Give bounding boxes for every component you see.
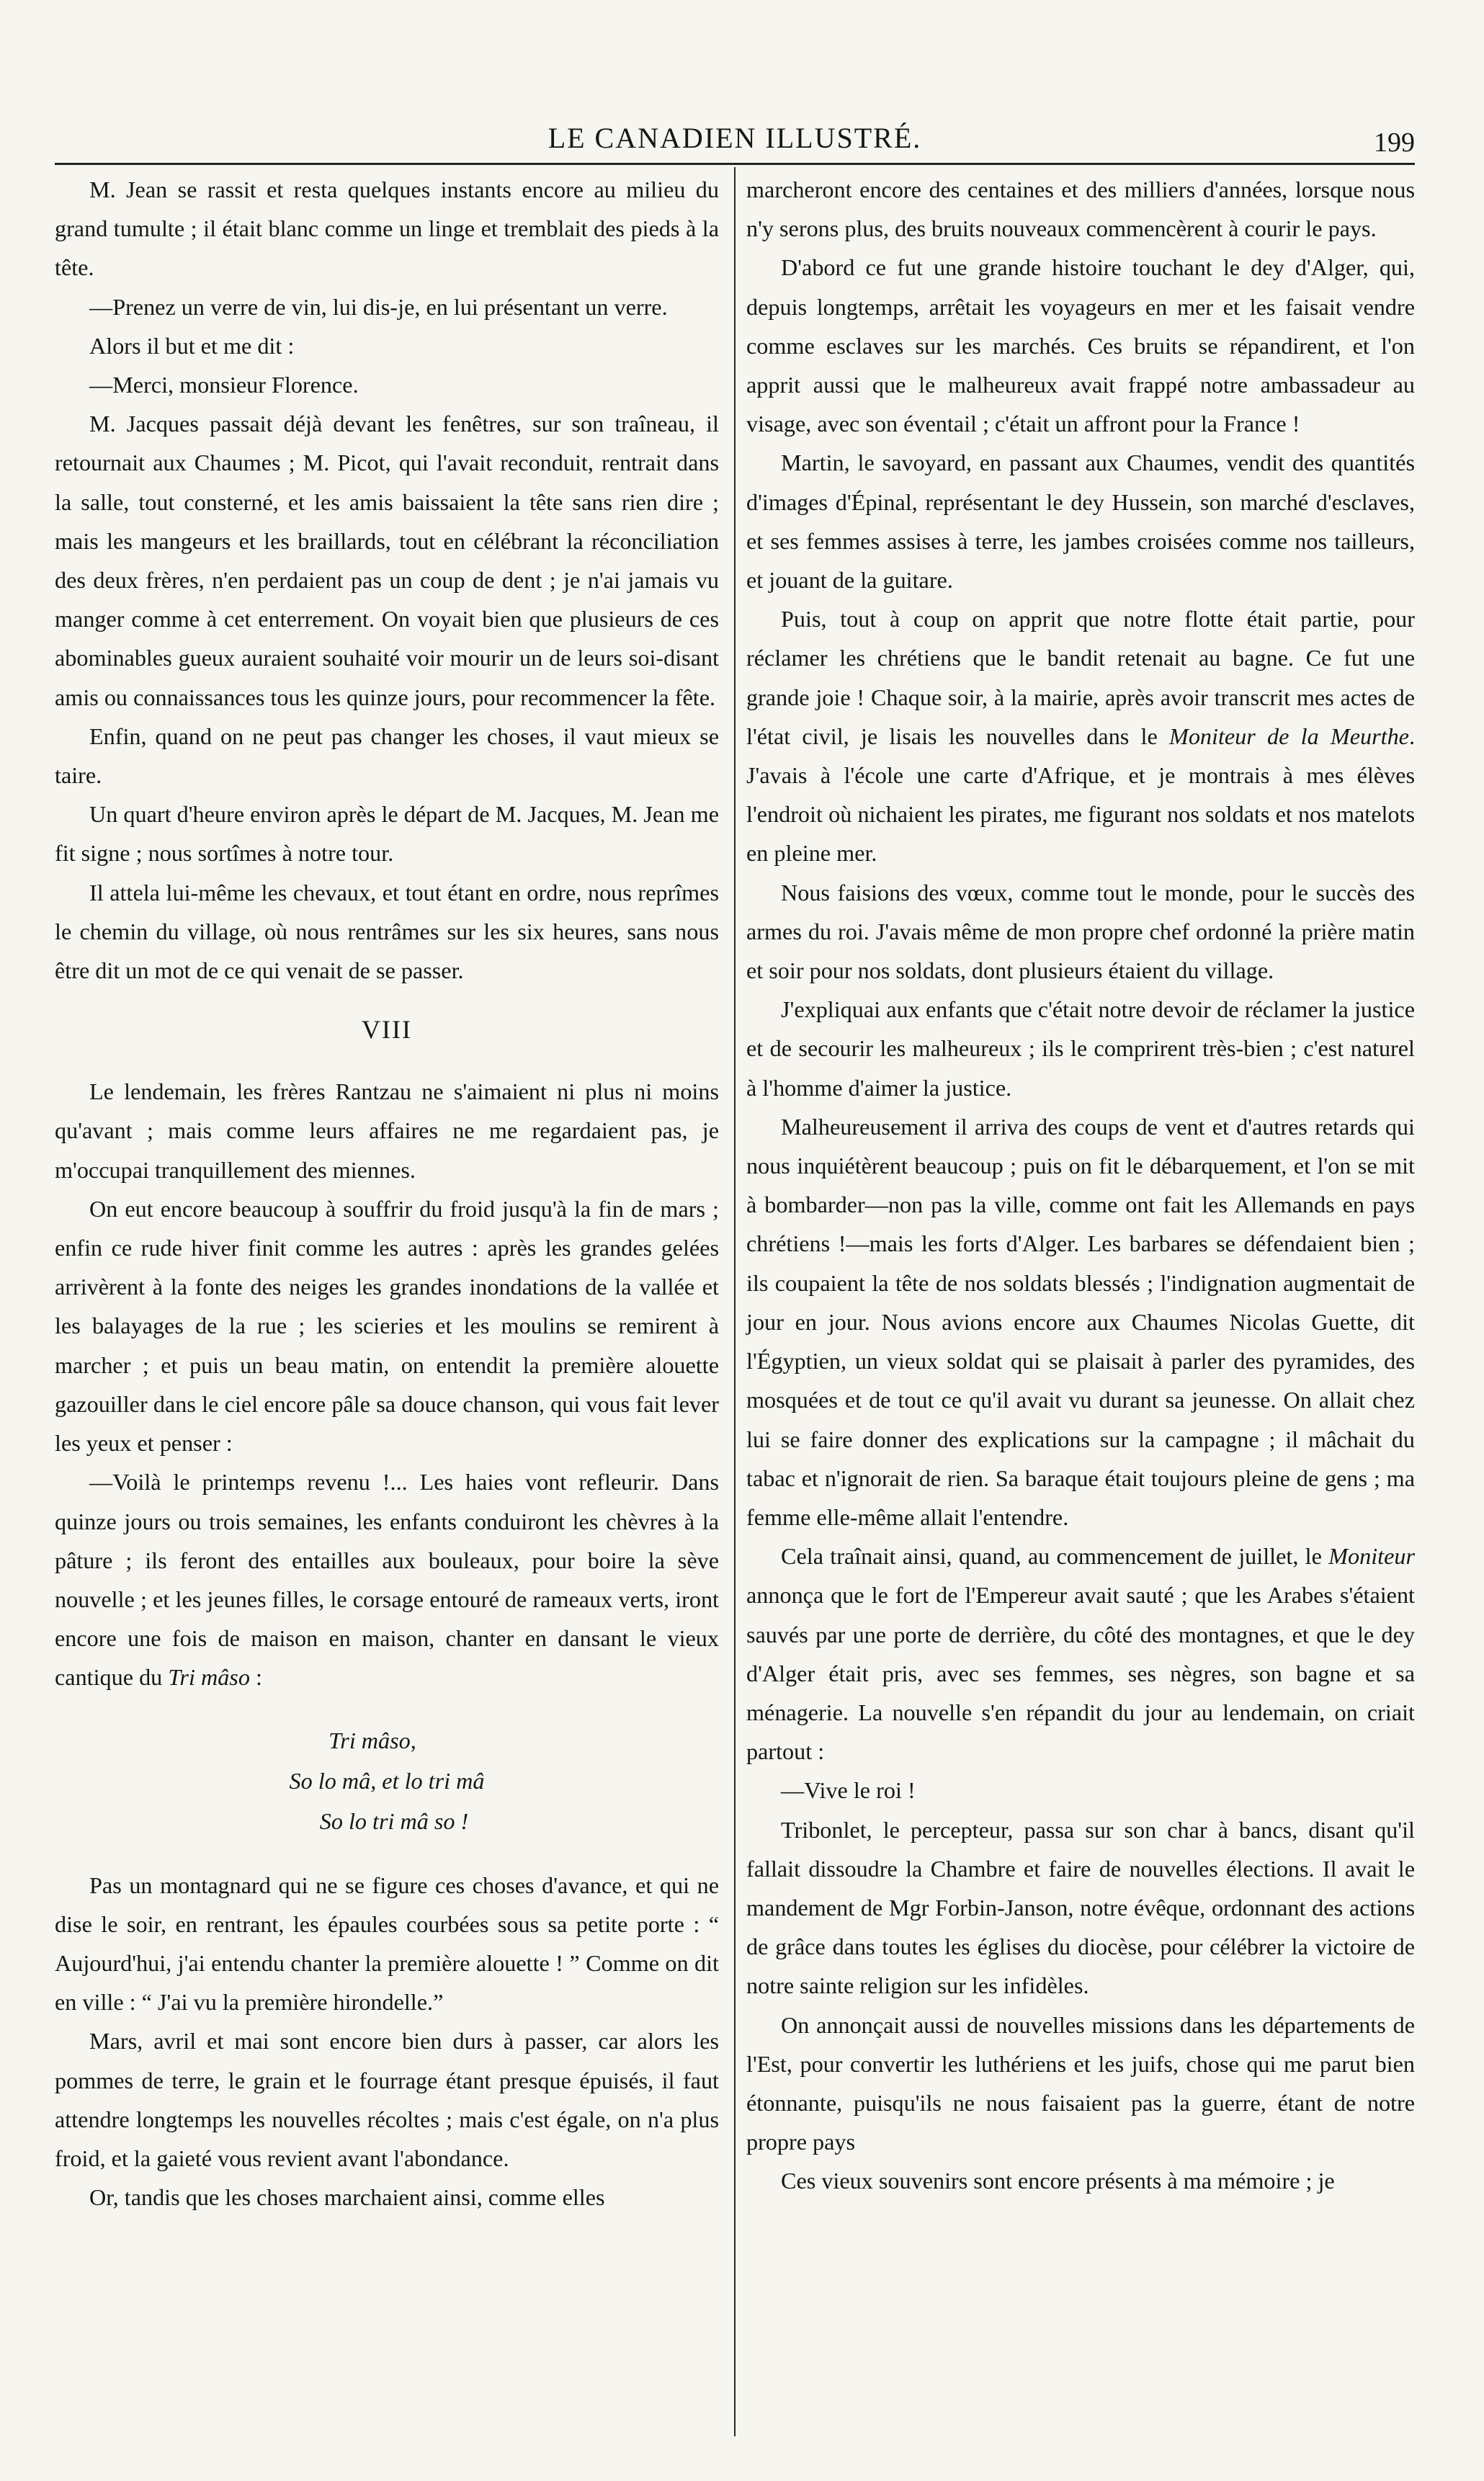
- paragraph: M. Jacques passait déjà devant les fenêtres, sur son traîneau, il retournait aux Chaumes ; M. Picot, qui l'avait reconduit, rentrait dans la salle, tout consterné, et les amis baissaient la tête sans rien dire ; mais les mangeurs et les braillards, tout en célébrant la réconciliation des deux frères, n'en perdaient pas un coup de dent ; je n'ai jamais vu manger comme à cet enterrement. On voyait bien que plusieurs de ces abominables gueux auraient souhaité voir mourir un de leurs soi-disant amis ou connaissances tous les quinze jours, pour recommencer la fête.: [55, 411, 719, 710]
- page-header: [55, 121, 1415, 161]
- paragraph: J'expliquai aux enfants que c'était notre devoir de réclamer la justice et de secourir les malheureux ; ils le comprirent très-bien ; c'est naturel à l'homme d'aimer la justice.: [746, 996, 1415, 1101]
- paragraph: Martin, le savoyard, en passant aux Chaumes, vendit des quantités d'images d'Épinal, représentant le dey Hussein, son marché d'esclaves, et ses femmes assises à terre, les jambes croisées comme nos tailleurs, et jouant de la guitare.: [746, 450, 1415, 594]
- paragraph: —Merci, monsieur Florence.: [89, 372, 359, 398]
- verse-line: Tri mâso,: [328, 1727, 416, 1753]
- paragraph: [746, 1537, 1415, 1771]
- paragraph-text: Puis, tout à coup on apprit que notre flotte était partie, pour réclamer les chrétiens que le bandit retenait au bagne. Ce fut une grande joie ! Chaque soir, à la mairie, après avoir transcrit mes actes de l'état civil, je lisais les nouvelles dans le: [746, 606, 1415, 749]
- paragraph: M. Jean se rassit et resta quelques instants encore au milieu du grand tumulte ; il était blanc comme un linge et tremblait des pieds à la tête.: [55, 176, 719, 281]
- verse-line: So lo tri mâ so !: [319, 1807, 469, 1834]
- paragraph: Il attela lui-même les chevaux, et tout étant en ordre, nous reprîmes le chemin du village, où nous rentrâmes sur les six heures, sans nous être dit un mot de ce qui venait de se passer.: [55, 879, 719, 984]
- paragraph: Or, tandis que les choses marchaient ainsi, comme elles: [89, 2184, 605, 2211]
- italic-title: Moniteur de la Meurthe: [1169, 723, 1409, 749]
- paragraph: D'abord ce fut une grande histoire touchant le dey d'Alger, qui, depuis longtemps, arrêtait les voyageurs en mer et les faisait vendre comme esclaves sur les marchés. Ces bruits se répandirent, et l'on apprit aussi que le malheureux avait frappé notre ambassadeur au visage, avec son éventail ; c'était un affront pour la France !: [746, 254, 1415, 437]
- italic-title: Tri mâso: [168, 1664, 250, 1691]
- paragraph-text: Cela traînait ainsi, quand, au commencement de juillet, le: [781, 1543, 1329, 1570]
- paragraph: Pas un montagnard qui ne se figure ces choses d'avance, et qui ne dise le soir, en rentrant, les épaules courbées sous sa petite porte : “ Aujourd'hui, j'ai entendu chanter la première alouette ! ” Comme on dit en ville : “ J'ai vu la première hirondelle.”: [55, 1872, 719, 2016]
- paragraph: —Prenez un verre de vin, lui dis-je, en lui présentant un verre.: [89, 293, 668, 320]
- paragraph: Alors il but et me dit :: [89, 332, 295, 359]
- column-divider: [734, 167, 736, 2436]
- italic-title: Moniteur: [1328, 1543, 1415, 1570]
- paragraph: On annonçait aussi de nouvelles missions dans les départements de l'Est, pour convertir les luthériens et les juifs, chose qui me parut bien étonnante, puisqu'ils ne nous faisaient pas la guerre, étant de notre propre pays: [746, 2011, 1415, 2155]
- paragraph: [746, 599, 1415, 872]
- paragraph: Un quart d'heure environ après le départ de M. Jacques, M. Jean me fit signe ; nous sortîmes à notre tour.: [55, 801, 719, 867]
- paragraph-text: :: [249, 1664, 262, 1691]
- paragraph: Enfin, quand on ne peut pas changer les choses, il vaut mieux se taire.: [55, 723, 719, 789]
- paragraph: Nous faisions des vœux, comme tout le monde, pour le succès des armes du roi. J'avais même de mon propre chef ordonné la prière matin et soir pour nos soldats, dont plusieurs étaient du village.: [746, 879, 1415, 984]
- right-column: [746, 170, 1415, 2201]
- section-heading: VIII: [362, 1015, 412, 1045]
- paragraph: Le lendemain, les frères Rantzau ne s'aimaient ni plus ni moins qu'avant ; mais comme leurs affaires ne me regardaient pas, je m'occupai tranquillement des miennes.: [55, 1078, 719, 1183]
- left-column: [55, 170, 719, 2217]
- song-verse: [55, 1720, 719, 1841]
- verse-line: So lo mâ, et lo tri mâ: [289, 1767, 485, 1794]
- paragraph-text: . J'avais à l'école une carte d'Afrique, et je montrais à mes élèves l'endroit où nichaient les pirates, me figurant nos soldats et nos matelots en pleine mer.: [746, 723, 1415, 867]
- paragraph: Mars, avril et mai sont encore bien durs à passer, car alors les pommes de terre, le grain et le fourrage étant presque épuisés, il faut attendre longtemps les nouvelles récoltes ; mais c'est égale, on n'a plus froid, et la gaieté vous revient avant l'abondance.: [55, 2028, 719, 2171]
- paragraph: Tribonlet, le percepteur, passa sur son char à bancs, disant qu'il fallait dissoudre la Chambre et faire de nouvelles élections. Il avait le mandement de Mgr Forbin-Janson, notre évêque, ordonnant des actions de grâce dans toutes les églises du diocèse, pour célébrer la victoire de notre sainte religion sur les infidèles.: [746, 1816, 1415, 1999]
- paragraph: Ces vieux souvenirs sont encore présents à ma mémoire ; je: [781, 2168, 1335, 2194]
- paragraph: Malheureusement il arriva des coups de vent et d'autres retards qui nous inquiétèrent beaucoup ; puis on fit le débarquement, et l'on se mit à bombarder—non pas la ville, comme ont fait les Allemands en pays chrétiens !—mais les forts d'Alger. Les barbares se défendaient bien ; ils coupaient la tête de nos soldats blessés ; l'indignation augmentait de jour en jour. Nous avions encore aux Chaumes Nicolas Guette, dit l'Égyptien, un vieux soldat qui se plaisait à parler des pyramides, des mosquées et de tout ce qu'il avait vu durant sa jeunesse. On allait chez lui se faire donner des explications sur la campagne ; il mâchait du tabac et n'ignorait de rien. Sa baraque était toujours pleine de gens ; ma femme elle-même allait l'entendre.: [746, 1113, 1415, 1530]
- header-rule: [55, 163, 1415, 165]
- newspaper-title: LE CANADIEN ILLUSTRÉ.: [547, 122, 922, 154]
- paragraph-text: annonça que le fort de l'Empereur avait sauté ; que les Arabes s'étaient sauvés par une porte de derrière, du côté des montagnes, et que le dey d'Alger était pris, avec ses femmes, ses nègres, son bagne et sa ménagerie. La nouvelle s'en répandit du jour au lendemain, on criait partout :: [746, 1582, 1415, 1765]
- paragraph-text: —Voilà le printemps revenu !... Les haies vont refleurir. Dans quinze jours ou trois semaines, les enfants conduiront les chèvres à la pâture ; ils feront des entailles aux bouleaux, pour boire la sève nouvelle ; et les jeunes filles, le corsage entouré de rameaux verts, iront encore une fois de maison en maison, chanter en dansant le vieux cantique du: [55, 1469, 719, 1691]
- page-number: 199: [1374, 128, 1415, 158]
- paragraph: On eut encore beaucoup à souffrir du froid jusqu'à la fin de mars ; enfin ce rude hiver finit comme les autres : après les grandes gelées arrivèrent à la fonte des neiges les grandes inondations de la vallée et les balayages de la rue ; les scieries et les moulins se remirent à marcher ; et puis un beau matin, on entendit la première alouette gazouiller dans le ciel encore pâle sa douce chanson, qui vous fait lever les yeux et penser :: [55, 1195, 719, 1457]
- paragraph: marcheront encore des centaines et des milliers d'années, lorsque nous n'y serons plus, des bruits nouveaux commencèrent à courir le pays.: [746, 176, 1415, 242]
- paragraph: —Vive le roi !: [781, 1777, 916, 1804]
- paragraph: [55, 1462, 719, 1697]
